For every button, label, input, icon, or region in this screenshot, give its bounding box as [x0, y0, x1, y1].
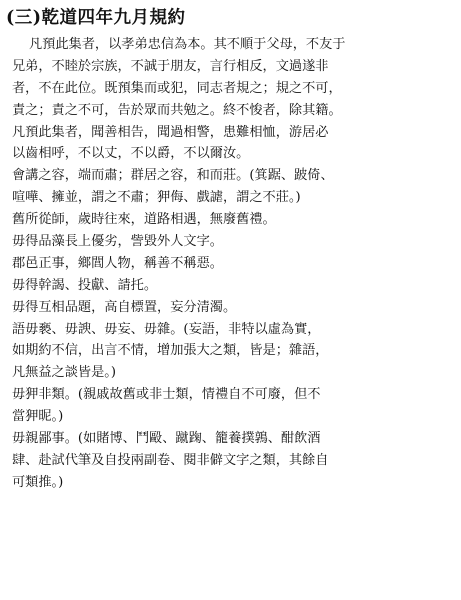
text-line: 會講之容，端而肅；群居之容，和而莊。(箕踞、跛倚、 — [12, 168, 334, 184]
text-line: 以齒相呼，不以丈，不以爵，不以爾汝。 — [12, 146, 250, 162]
text-line: 凡預此集者，聞善相告，聞過相警，患難相恤，游居必 — [12, 124, 329, 140]
text-line: 毋得互相品題，高自標置，妄分清濁。 — [12, 299, 237, 315]
text-line: 肆、赴試代筆及自投兩副卷、閱非僻文字之類，其餘自 — [12, 452, 329, 468]
text-line: 毋得幹謁、投獻、請托。 — [12, 277, 158, 293]
text-line: 責之；責之不可，告於眾而共勉之。終不悛者，除其籍。 — [12, 102, 342, 118]
document-title: (三)乾道四年九月規約 — [6, 8, 186, 28]
text-line: 凡無益之談皆是。) — [12, 365, 117, 381]
text-line: 者，不在此位。既預集而或犯，同志者規之；規之不可， — [12, 80, 342, 96]
text-line: 凡預此集者，以孝弟忠信為本。其不順于父母，不友于 — [29, 37, 346, 52]
text-line: 當狎昵。) — [12, 409, 64, 425]
text-line: 毋狎非類。(親戚故舊或非士類，情禮自不可廢，但不 — [12, 387, 321, 403]
text-line: 如期約不信，出言不情，增加張大之類，皆是；雜語， — [12, 343, 329, 359]
text-line: 語毋褻、毋諛、毋妄、毋雜。(妄語，非特以虛為實， — [12, 321, 321, 337]
text-line: 毋親鄙事。(如賭博、鬥毆、蹴踘、籠養撲鶉、酣飲酒 — [12, 431, 321, 447]
text-line: 可類推。) — [12, 474, 64, 490]
document-body — [0, 34, 461, 494]
text-line: 毋得品藻長上優劣，訾毀外人文字。 — [12, 234, 223, 250]
text-line: 喧嘩、擁並，謂之不肅；狎侮、戲謔，謂之不莊。) — [12, 190, 301, 206]
text-line: 兄弟，不睦於宗族，不誠于朋友，言行相反，文過遂非 — [12, 58, 329, 74]
text-line: 舊所從師，歲時往來，道路相遇，無廢舊禮。 — [12, 212, 276, 228]
text-line: 郡邑正事，鄉閭人物，稱善不稱惡。 — [12, 255, 223, 271]
